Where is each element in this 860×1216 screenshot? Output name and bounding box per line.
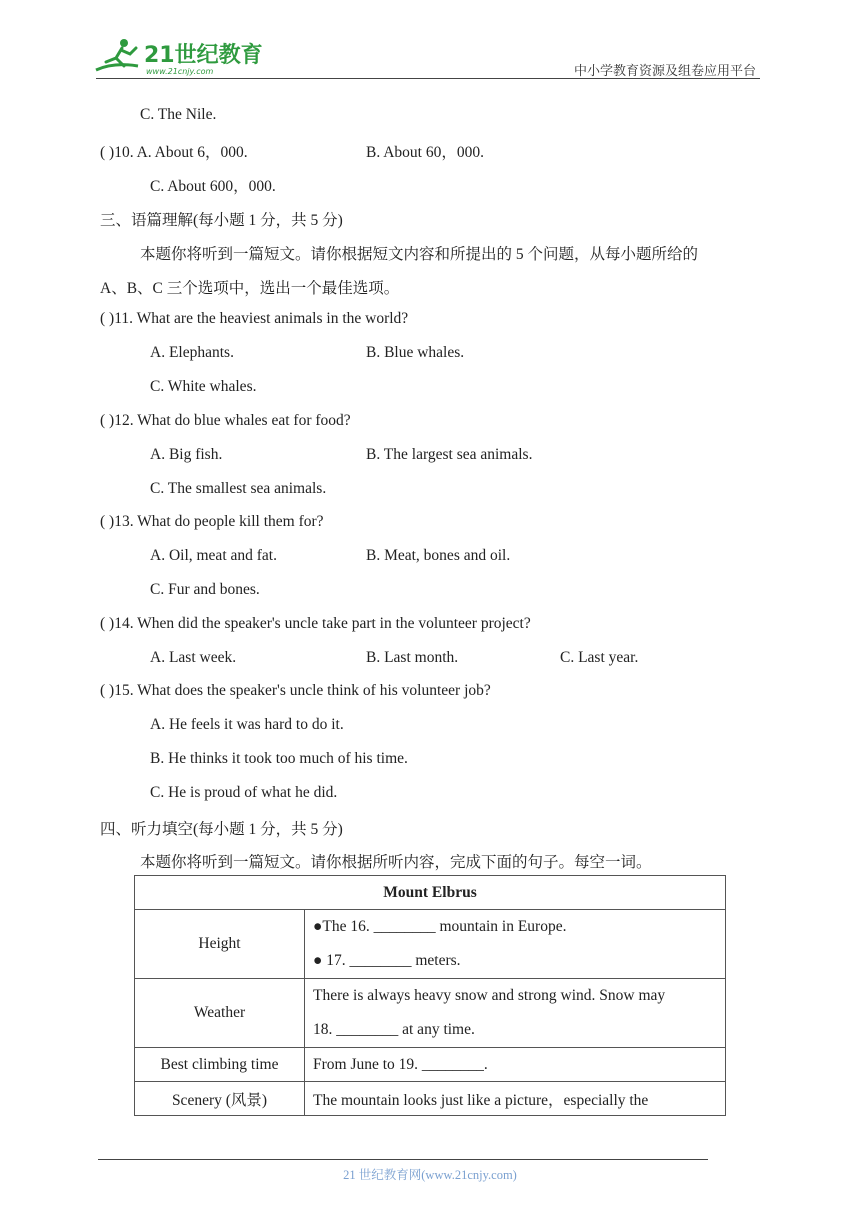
q10-option-c: C. About 600，000. xyxy=(150,178,276,195)
section3-title: 三、语篇理解(每小题 1 分，共 5 分) xyxy=(100,212,343,229)
section3-intro-line2: A、B、C 三个选项中，选出一个最佳选项。 xyxy=(100,280,400,297)
weather-line2: 18. ________ at any time. xyxy=(313,1021,475,1038)
q14-stem: ( )14. When did the speaker's uncle take part in the volunteer project? xyxy=(100,615,531,632)
weather-label: Weather xyxy=(135,979,305,1048)
scenery-label: Scenery (风景) xyxy=(135,1082,305,1116)
section4-title: 四、听力填空(每小题 1 分，共 5 分) xyxy=(100,821,343,838)
weather-line1: There is always heavy snow and strong wind. Snow may xyxy=(313,987,666,1004)
q15-option-c: C. He is proud of what he did. xyxy=(150,784,338,801)
q13-option-b: B. Meat, bones and oil. xyxy=(366,547,511,564)
footer-text: 21 世纪教育网(www.21cnjy.com) xyxy=(343,1168,517,1182)
table-row xyxy=(135,876,726,910)
weather-cell xyxy=(305,979,726,1048)
q15-option-b: B. He thinks it took too much of his time. xyxy=(150,750,408,767)
logo-text: 21世纪教育 xyxy=(144,43,263,68)
q9-option-c: C. The Nile. xyxy=(140,106,217,123)
q14-option-b: B. Last month. xyxy=(366,649,459,666)
q11-option-c: C. White whales. xyxy=(150,378,257,395)
q13-option-a: A. Oil, meat and fat. xyxy=(150,547,277,564)
q14-option-c: C. Last year. xyxy=(560,649,639,666)
height-label: Height xyxy=(135,910,305,979)
q11-option-b: B. Blue whales. xyxy=(366,344,465,361)
climbing-time-value: From June to 19. ________. xyxy=(305,1048,726,1082)
q12-option-c: C. The smallest sea animals. xyxy=(150,480,327,497)
table-row xyxy=(135,910,726,979)
q12-option-a: A. Big fish. xyxy=(150,446,223,463)
section3-intro-line1: 本题你将听到一篇短文。请你根据短文内容和所提出的 5 个问题，从每小题所给的 xyxy=(140,246,699,263)
scenery-value: The mountain looks just like a picture，especially the xyxy=(305,1082,726,1116)
q15-option-a: A. He feels it was hard to do it. xyxy=(150,716,344,733)
table-title: Mount Elbrus xyxy=(135,876,726,910)
height-line-17: ● 17. ________ meters. xyxy=(313,952,461,969)
q10-option-b: B. About 60，000. xyxy=(366,144,484,161)
footer-divider xyxy=(98,1159,708,1160)
height-line-16: ●The 16. ________ mountain in Europe. xyxy=(313,918,567,935)
table-row xyxy=(135,1048,726,1082)
table-row xyxy=(135,979,726,1048)
q11-option-a: A. Elephants. xyxy=(150,344,234,361)
q10-stem: ( )10. A. About 6，000. xyxy=(100,144,248,161)
logo-url: www.21cnjy.com xyxy=(146,67,214,76)
height-cell xyxy=(305,910,726,979)
header-divider xyxy=(96,78,760,79)
mount-elbrus-table xyxy=(134,875,726,1116)
table-row xyxy=(135,1082,726,1116)
site-logo xyxy=(94,36,264,78)
q11-stem: ( )11. What are the heaviest animals in the world? xyxy=(100,310,409,327)
q13-option-c: C. Fur and bones. xyxy=(150,581,260,598)
climbing-time-label: Best climbing time xyxy=(135,1048,305,1082)
q15-stem: ( )15. What does the speaker's uncle think of his volunteer job? xyxy=(100,682,491,699)
q12-stem: ( )12. What do blue whales eat for food? xyxy=(100,412,351,429)
header-platform-name: 中小学教育资源及组卷应用平台 xyxy=(573,63,756,78)
q14-option-a: A. Last week. xyxy=(150,649,237,666)
runner-icon xyxy=(96,39,138,70)
q13-stem: ( )13. What do people kill them for? xyxy=(100,513,324,530)
section4-intro: 本题你将听到一篇短文。请你根据所听内容，完成下面的句子。每空一词。 xyxy=(140,854,652,871)
q12-option-b: B. The largest sea animals. xyxy=(366,446,533,463)
